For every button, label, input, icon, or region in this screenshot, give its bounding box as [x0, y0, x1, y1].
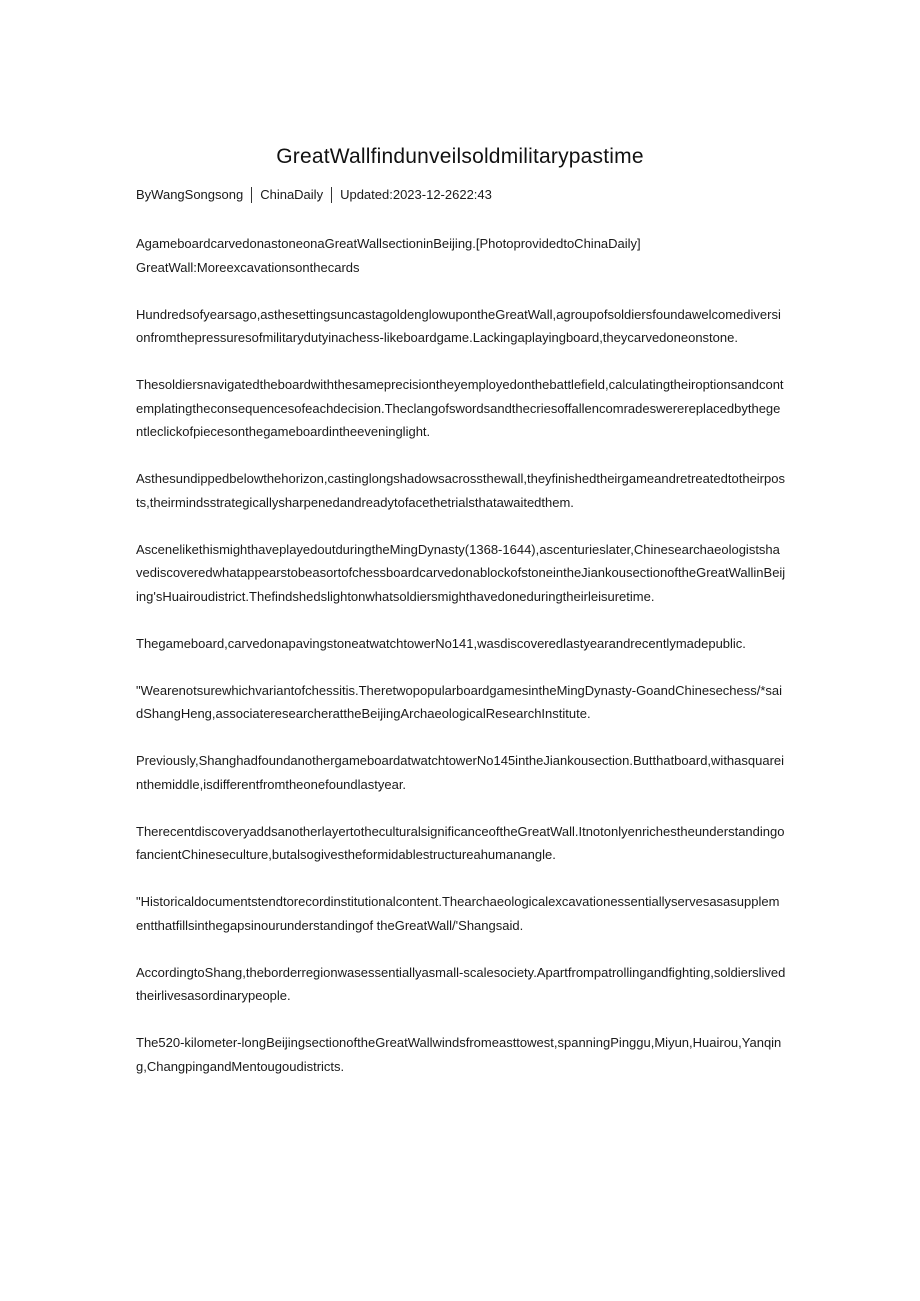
paragraph: Hundredsofyearsago,asthesettingsuncastagoldenglowupontheGreatWall,agroupofsoldiersfoundawelcomediversionfromthepressuresofmilitarydutyinachess-likeboardgame.Lackingaplayingboard,theycarvedoneonstone. [136, 306, 781, 345]
paragraph: AscenelikethismighthaveplayedoutduringtheMingDynasty(1368-1644),ascenturieslater,ChinesearchaeologistshavediscoveredwhatappearstobeasortofchessboardcarvedonablockofstoneintheJiankousectionoftheGreatWallinBeijing'sHuairoudistrict.Thefindshedslightonwhatsoldiersmighthavedoneduringtheirleisuretime. [136, 541, 786, 604]
paragraph: Previously,ShanghadfoundanothergameboardatwatchtowerNo145intheJiankousection.Butthatboard,withasquareinthemiddle,isdifferentfromtheonefoundlastyear. [136, 753, 785, 792]
byline [136, 185, 492, 205]
paragraph: "Historicaldocumentstendtorecordinstitutionalcontent.Thearchaeologicalexcavationessentiallyservesasasupplementthatfillsinthegapsinourunderstandingof theGreatWall/'Shangsaid. [136, 894, 780, 933]
paragraph: TherecentdiscoveryaddsanotherlayertotheculturalsignificanceoftheGreatWall.ItnotonlyenrichestheunderstandingofancientChineseculture,butalsogivestheformidablestructureahumanangle. [136, 823, 785, 862]
caption-block [136, 232, 786, 279]
article-body [136, 232, 786, 1102]
byline-separator [331, 187, 332, 203]
byline-updated: Updated:2023-12-2622:43 [340, 187, 492, 202]
paragraph: The520-kilometer-longBeijingsectionoftheGreatWallwindsfromeasttowest,spanningPinggu,Miyun,Huairou,Yanqing,ChangpingandMentougoudistricts. [136, 1035, 782, 1074]
related-link: GreatWall:Moreexcavationsonthecards [136, 259, 360, 275]
paragraph: AccordingtoShang,theborderregionwasessentiallyasmall-scalesociety.Apartfrompatrollingandfighting,soldierslivedtheirlivesasordinarypeople. [136, 964, 786, 1003]
paragraph: Thesoldiersnavigatedtheboardwiththesameprecisiontheyemployedonthebattlefield,calculatingtheiroptionsandcontemplatingtheconsequencesofeachdecision.Theclangofswordsandthecriesoffallencomradeswerereplacedbythegentleclickofpiecesonthegameboardintheeveninglight. [136, 377, 784, 439]
photo-caption: AgameboardcarvedonastoneonaGreatWallsectioninBeijing.[PhotoprovidedtoChinaDaily] [136, 236, 641, 251]
paragraph: Asthesundippedbelowthehorizon,castinglongshadowsacrossthewall,theyfinishedtheirgameandretreatedtotheirposts,theirmindsstrategicallysharpenedandreadytofacethetrialsthatawaitedthem. [136, 471, 785, 510]
paragraph: "Wearenotsurewhichvariantofchessitis.TheretwopopularboardgamesintheMingDynasty-GoandChinesechess/*saidShangHeng,associateresearcherattheBeijingArchaeologicalResearchInstitute. [136, 682, 783, 721]
byline-separator [251, 187, 252, 203]
byline-source: ChinaDaily [260, 187, 324, 202]
paragraph: Thegameboard,carvedonapavingstoneatwatchtowerNo141,wasdiscoveredlastyearandrecentlymadepublic. [136, 635, 746, 651]
article-title: GreatWallfindunveilsoldmilitarypastime [276, 145, 644, 168]
byline-author: ByWangSongsong [136, 187, 244, 202]
